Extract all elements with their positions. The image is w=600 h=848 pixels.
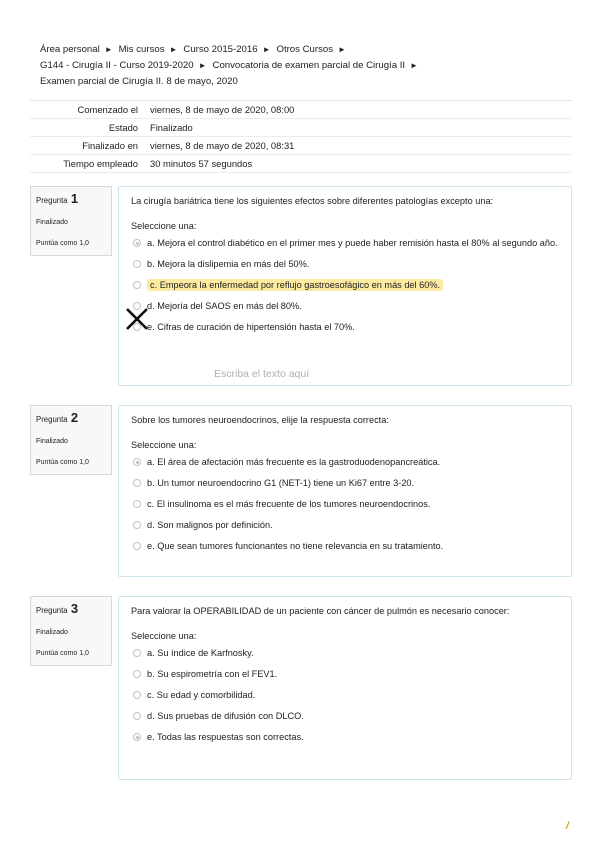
breadcrumb — [40, 42, 560, 90]
radio-button[interactable] — [133, 670, 141, 678]
radio-button[interactable] — [133, 712, 141, 720]
question-text: Sobre los tumores neuroendocrinos, elije la respuesta correcta: — [131, 415, 389, 425]
answer-option-e[interactable]: e. Cifras de curación de hipertensión hasta el 70%. — [119, 319, 571, 335]
breadcrumb-separator-icon: ► — [104, 45, 113, 54]
summary-row — [30, 119, 572, 137]
breadcrumb-course[interactable]: G144 - Cirugía II - Curso 2019-2020 — [40, 60, 194, 71]
question-state: Finalizado — [36, 219, 68, 226]
question-grade: Puntúa como 1,0 — [36, 650, 89, 657]
radio-button[interactable] — [133, 260, 141, 268]
answer-option-b[interactable]: b. Un tumor neuroendocrino G1 (NET-1) tiene un Ki67 entre 3-20. — [119, 475, 571, 491]
breadcrumb-separator-icon: ► — [338, 45, 346, 54]
summary-value: 30 minutos 57 segundos — [150, 158, 253, 169]
summary-label: Comenzado el — [77, 104, 138, 115]
breadcrumb-mis-cursos[interactable]: Mis cursos — [118, 44, 165, 55]
breadcrumb-separator-icon: ► — [410, 61, 418, 70]
radio-button[interactable] — [133, 500, 141, 508]
question-prompt: Seleccione una: — [131, 631, 197, 641]
question-number: Pregunta 3 — [36, 601, 79, 616]
annotation-placeholder: Escriba el texto aquí — [214, 368, 310, 380]
radio-button[interactable] — [133, 458, 141, 466]
summary-row — [30, 101, 572, 119]
summary-row — [30, 155, 572, 173]
answer-option-c[interactable]: c. Su edad y comorbilidad. — [119, 687, 571, 703]
question-info-1 — [30, 186, 112, 256]
summary-label: Finalizado en — [82, 140, 138, 151]
question-info-2 — [30, 405, 112, 475]
radio-button[interactable] — [133, 521, 141, 529]
answer-option-e[interactable]: e. Todas las respuestas son correctas. — [119, 729, 571, 745]
answer-option-d[interactable]: d. Sus pruebas de difusión con DLCO. — [119, 708, 571, 724]
question-state: Finalizado — [36, 438, 68, 445]
breadcrumb-exam[interactable]: Examen parcial de Cirugía II. 8 de mayo, 2020 — [40, 76, 238, 87]
answer-option-a[interactable]: a. Mejora el control diabético en el primer mes y puede haber remisión hasta el 80% al segundo año. — [119, 235, 571, 251]
radio-button[interactable] — [133, 239, 141, 247]
breadcrumb-separator-icon: ► — [169, 45, 178, 54]
radio-button[interactable] — [133, 691, 141, 699]
answer-option-a[interactable]: a. El área de afectación más frecuente es la gastroduodenopancreática. — [119, 454, 571, 470]
breadcrumb-otros-cursos[interactable]: Otros Cursos — [276, 44, 333, 55]
answer-option-a[interactable]: a. Su índice de Karfnosky. — [119, 645, 571, 661]
breadcrumb-separator-icon: ► — [198, 61, 207, 70]
radio-button[interactable] — [133, 733, 141, 741]
answer-option-c[interactable] — [119, 277, 571, 293]
highlighted-answer: c. Empeora la enfermedad por reflujo gastroesofágico en más del 60%. — [147, 279, 443, 291]
question-prompt: Seleccione una: — [131, 440, 197, 450]
answer-option-e[interactable]: e. Que sean tumores funcionantes no tiene relevancia en su tratamiento. — [119, 538, 571, 554]
answer-option-b[interactable]: b. Mejora la dislipemia en más del 50%. — [119, 256, 571, 272]
breadcrumb-curso[interactable]: Curso 2015-2016 — [183, 44, 258, 55]
breadcrumb-convocatoria[interactable]: Convocatoria de examen parcial de Cirugía II — [212, 60, 406, 71]
question-prompt: Seleccione una: — [131, 221, 197, 231]
answer-option-d[interactable]: d. Mejoría del SAOS en más del 80%. — [119, 298, 571, 314]
question-content-3 — [118, 596, 572, 780]
answer-option-d[interactable]: d. Son malignos por definición. — [119, 517, 571, 533]
radio-button[interactable] — [133, 479, 141, 487]
breadcrumb-area-personal[interactable]: Área personal — [40, 44, 100, 55]
question-content-1 — [118, 186, 572, 386]
summary-label: Estado — [108, 122, 138, 133]
question-info-3 — [30, 596, 112, 666]
question-grade: Puntúa como 1,0 — [36, 240, 89, 247]
summary-label: Tiempo empleado — [63, 158, 138, 169]
summary-value: viernes, 8 de mayo de 2020, 08:31 — [150, 140, 295, 151]
breadcrumb-separator-icon: ► — [262, 45, 271, 54]
question-number: Pregunta 2 — [36, 410, 79, 425]
radio-button[interactable] — [133, 649, 141, 657]
cross-mark-icon — [124, 306, 150, 332]
annotation-mark: / — [566, 821, 569, 832]
question-text: La cirugía bariátrica tiene los siguientes efectos sobre diferentes patologías excepto una: — [131, 196, 494, 206]
question-state: Finalizado — [36, 629, 68, 636]
summary-value: viernes, 8 de mayo de 2020, 08:00 — [150, 104, 295, 115]
answer-option-b[interactable]: b. Su espirometría con el FEV1. — [119, 666, 571, 682]
question-grade: Puntúa como 1,0 — [36, 459, 89, 466]
question-text: Para valorar la OPERABILIDAD de un paciente con cáncer de pulmón es necesario conocer: — [131, 606, 510, 616]
summary-value: Finalizado — [150, 122, 193, 133]
summary-row — [30, 137, 572, 155]
attempt-summary-table — [30, 100, 572, 173]
answer-option-c[interactable]: c. El insulinoma es el más frecuente de los tumores neuroendocrinos. — [119, 496, 571, 512]
question-content-2 — [118, 405, 572, 577]
radio-button[interactable] — [133, 542, 141, 550]
question-number: Pregunta 1 — [36, 191, 79, 206]
radio-button[interactable] — [133, 281, 141, 289]
